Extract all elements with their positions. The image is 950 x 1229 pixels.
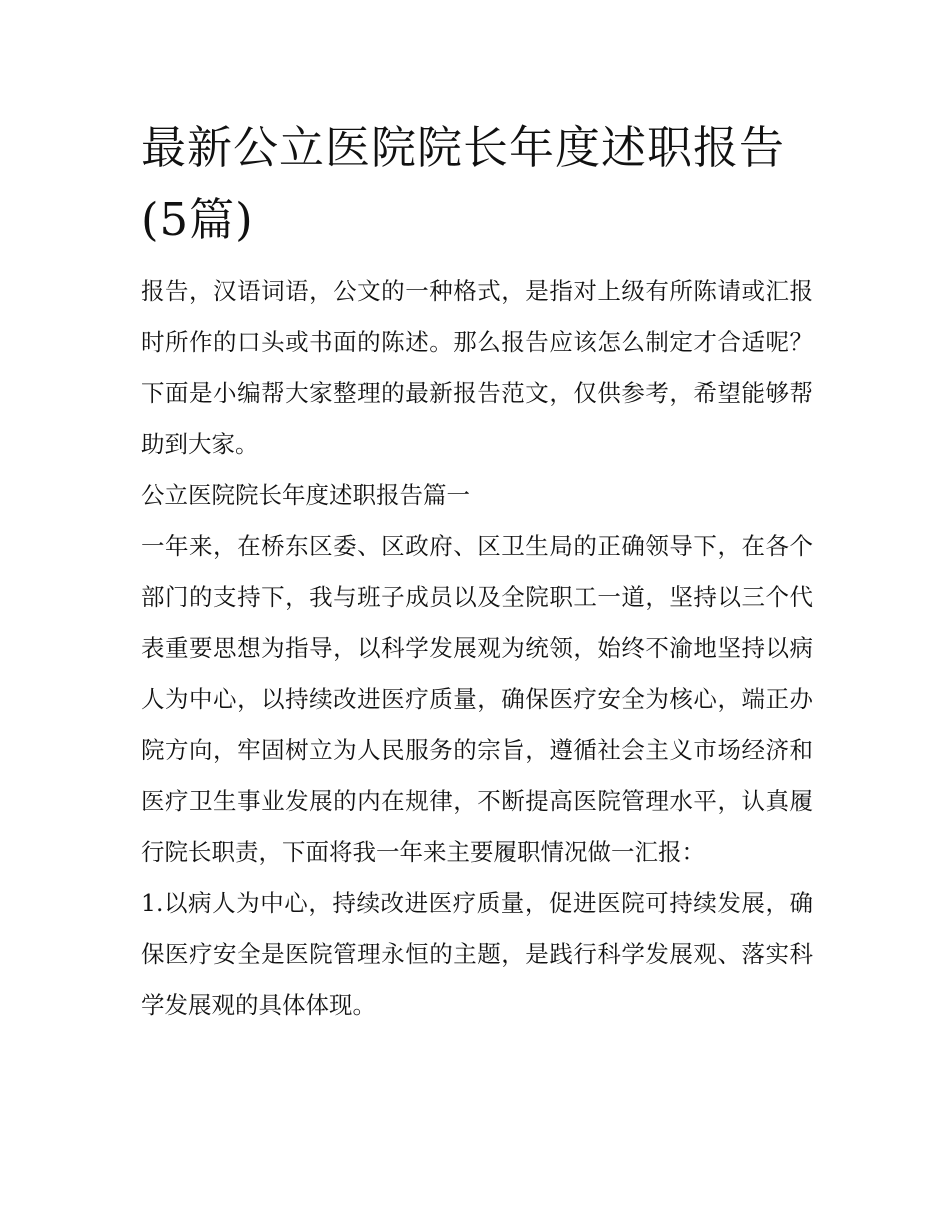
- numbered-paragraph: 1.以病人为中心，持续改进医疗质量，促进医院可持续发展，确保医疗安全是医院管理永恒的主题，是践行科学发展观、落实科学发展观的具体体现。: [141, 889, 813, 1019]
- document-title: 最新公立医院院长年度述职报告(5篇): [141, 121, 786, 246]
- document-page: [141, 112, 813, 1031]
- section-heading: 公立医院院长年度述职报告篇一: [141, 481, 470, 509]
- body-paragraph: 一年来，在桥东区委、区政府、区卫生局的正确领导下，在各个部门的支持下，我与班子成员以及全院职工一道，坚持以三个代表重要思想为指导，以科学发展观为统领，始终不渝地坚持以病人为中心，以持续改进医疗质量，确保医疗安全为核心，端正办院方向，牢固树立为人民服务的宗旨，遵循社会主义市场经济和医疗卫生事业发展的内在规律，不断提高医院管理水平，认真履行院长职责，下面将我一年来主要履职情况做一汇报：: [141, 532, 813, 866]
- intro-paragraph: 报告，汉语词语，公文的一种格式，是指对上级有所陈请或汇报时所作的口头或书面的陈述。那么报告应该怎么制定才合适呢？下面是小编帮大家整理的最新报告范文，仅供参考，希望能够帮助到大家。: [141, 277, 813, 458]
